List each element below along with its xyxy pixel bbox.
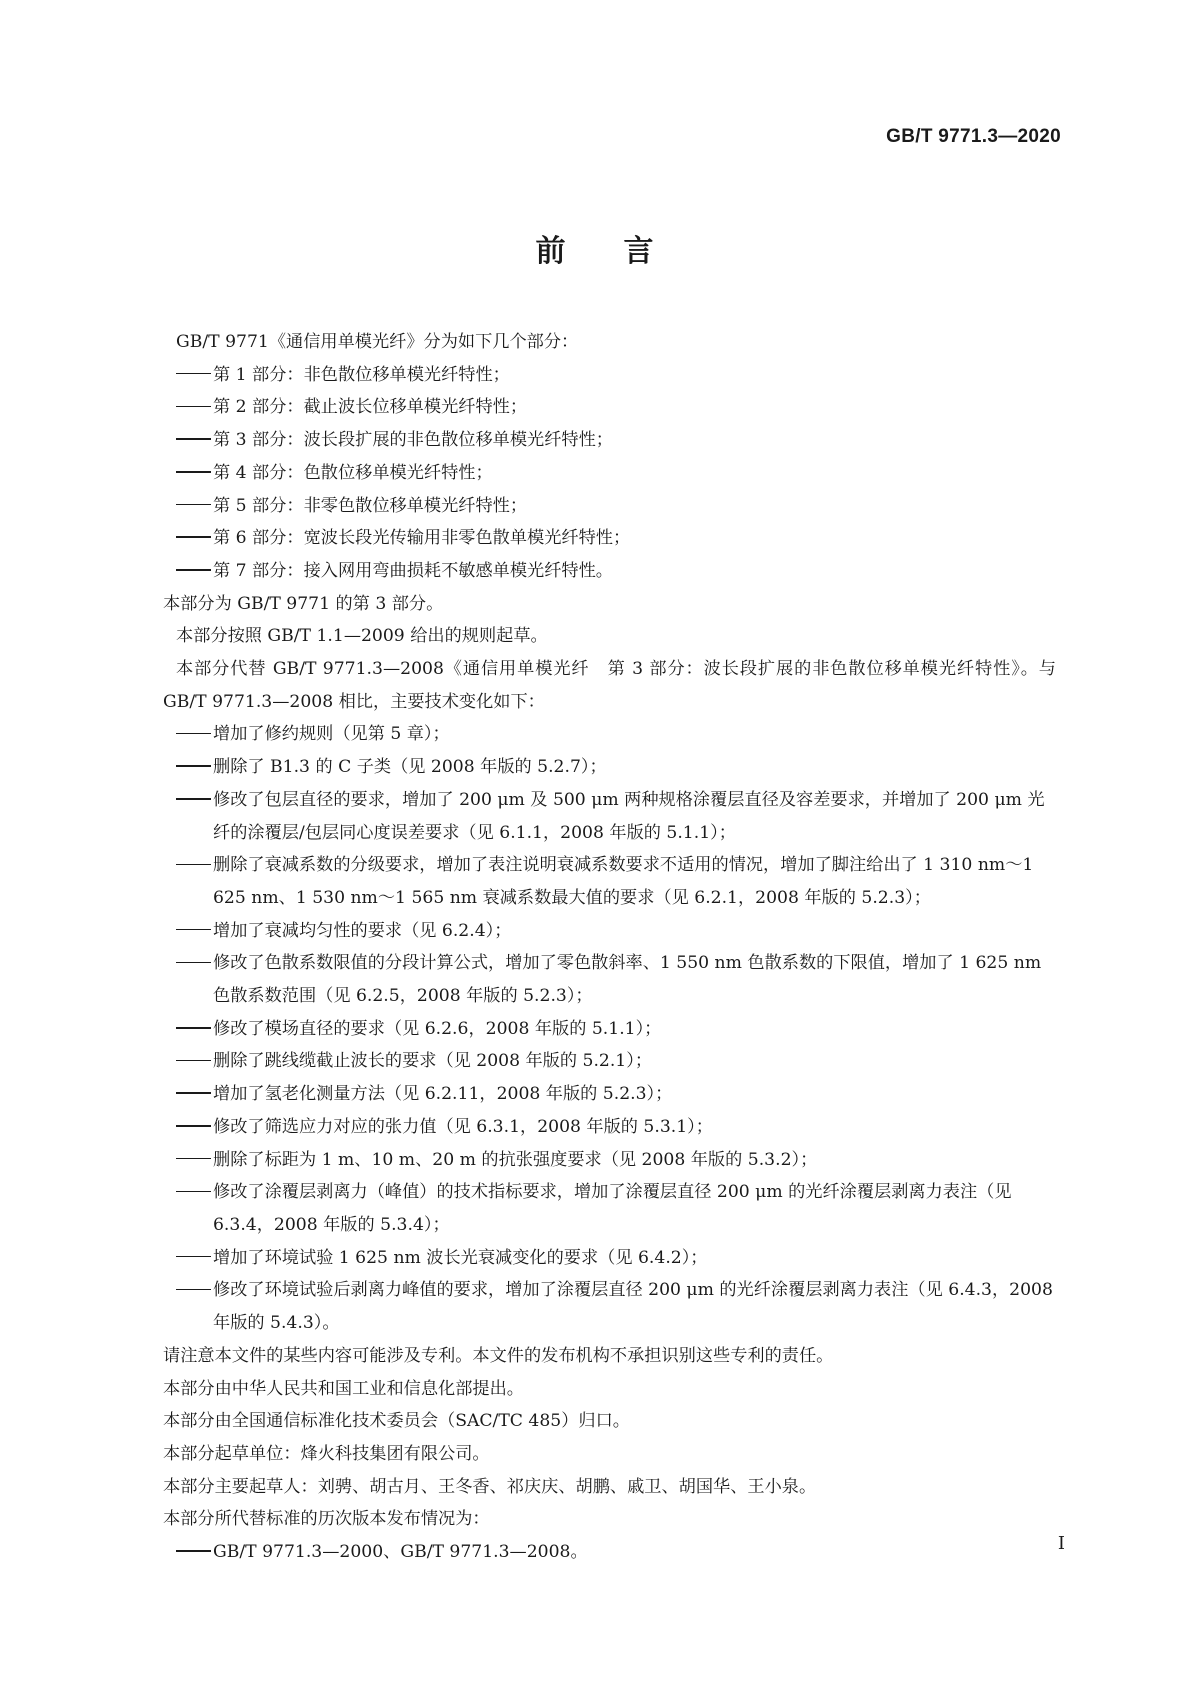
part-item: 第 7 部分：接入网用弯曲损耗不敏感单模光纤特性。 bbox=[176, 555, 1056, 588]
change-item: 修改了筛选应力对应的张力值（见 6.3.1，2008 年版的 5.3.1）； bbox=[176, 1111, 1056, 1144]
intro-paragraph: GB/T 9771《通信用单模光纤》分为如下几个部分： bbox=[176, 332, 579, 352]
change-item: 增加了衰减均匀性的要求（见 6.2.4）； bbox=[176, 915, 1056, 948]
history-intro: 本部分所代替标准的历次版本发布情况为： bbox=[163, 1509, 490, 1530]
title-char-2: 言 bbox=[623, 234, 656, 269]
drafting-unit: 本部分起草单位：烽火科技集团有限公司。 bbox=[163, 1443, 490, 1464]
foreword-body bbox=[163, 326, 1056, 1569]
part-item: 第 6 部分：宽波长段光传输用非零色散单模光纤特性； bbox=[176, 522, 1056, 555]
change-item: 删除了 B1.3 的 C 子类（见 2008 年版的 5.2.7）； bbox=[176, 751, 1056, 784]
part-item: 第 2 部分：截止波长位移单模光纤特性； bbox=[176, 391, 1056, 424]
part-item: 第 4 部分：色散位移单模光纤特性； bbox=[176, 457, 1056, 490]
change-item: 增加了氢老化测量方法（见 6.2.11，2008 年版的 5.2.3）； bbox=[176, 1078, 1056, 1111]
change-item: 增加了环境试验 1 625 nm 波长光衰减变化的要求（见 6.4.2）； bbox=[176, 1242, 1056, 1275]
page-number: I bbox=[1057, 1533, 1065, 1554]
change-item: 修改了包层直径的要求，增加了 200 μm 及 500 μm 两种规格涂覆层直径及容差要求，并增加了 200 μm 光纤的涂覆层/包层同心度误差要求（见 6.1.1，2008 年版的 5.1.1）； bbox=[176, 784, 1056, 849]
replacement-statement: 本部分代替 GB/T 9771.3—2008《通信用单模光纤 第 3 部分：波长段扩展的非色散位移单模光纤特性》。与 GB/T 9771.3—2008 相比，主要技术变化如下： bbox=[163, 659, 1056, 712]
page-title bbox=[0, 226, 1191, 270]
part-statement: 本部分为 GB/T 9771 的第 3 部分。 bbox=[163, 593, 444, 614]
drafters: 本部分主要起草人：刘骋、胡古月、王冬香、祁庆庆、胡鹏、戚卫、胡国华、王小泉。 bbox=[163, 1476, 817, 1497]
change-item: 增加了修约规则（见第 5 章）； bbox=[176, 718, 1056, 751]
document-code: GB/T 9771.3—2020 bbox=[886, 126, 1061, 147]
part-item: 第 3 部分：波长段扩展的非色散位移单模光纤特性； bbox=[176, 424, 1056, 457]
rules-statement: 本部分按照 GB/T 1.1—2009 给出的规则起草。 bbox=[176, 626, 548, 647]
change-item: 删除了衰减系数的分级要求，增加了表注说明衰减系数要求不适用的情况，增加了脚注给出了 1 310 nm～1 625 nm、1 530 nm～1 565 nm 衰减系数最大值的要求（见 6.2.1，2008 年版的 5.2.3）； bbox=[176, 849, 1056, 914]
part-item: 第 1 部分：非色散位移单模光纤特性； bbox=[176, 359, 1056, 392]
change-item: 删除了标距为 1 m、10 m、20 m 的抗张强度要求（见 2008 年版的 5.3.2）； bbox=[176, 1144, 1056, 1177]
change-item: 修改了环境试验后剥离力峰值的要求，增加了涂覆层直径 200 μm 的光纤涂覆层剥离力表注（见 6.4.3，2008 年版的 5.4.3）。 bbox=[176, 1274, 1056, 1339]
title-char-1: 前 bbox=[535, 234, 568, 269]
change-item: 修改了模场直径的要求（见 6.2.6，2008 年版的 5.1.1）； bbox=[176, 1013, 1056, 1046]
centralized-by: 本部分由全国通信标准化技术委员会（SAC/TC 485）归口。 bbox=[163, 1411, 630, 1432]
history-item: GB/T 9771.3—2000、GB/T 9771.3—2008。 bbox=[176, 1536, 1056, 1569]
change-item: 修改了色散系数限值的分段计算公式，增加了零色散斜率、1 550 nm 色散系数的下限值，增加了 1 625 nm 色散系数范围（见 6.2.5，2008 年版的 5.2.3）； bbox=[176, 947, 1056, 1012]
change-item: 修改了涂覆层剥离力（峰值）的技术指标要求，增加了涂覆层直径 200 μm 的光纤涂覆层剥离力表注（见 6.3.4，2008 年版的 5.3.4）； bbox=[176, 1176, 1056, 1241]
part-item: 第 5 部分：非零色散位移单模光纤特性； bbox=[176, 490, 1056, 523]
proposed-by: 本部分由中华人民共和国工业和信息化部提出。 bbox=[163, 1378, 524, 1399]
patent-notice: 请注意本文件的某些内容可能涉及专利。本文件的发布机构不承担识别这些专利的责任。 bbox=[163, 1345, 834, 1366]
change-item: 删除了跳线缆截止波长的要求（见 2008 年版的 5.2.1）； bbox=[176, 1045, 1056, 1078]
